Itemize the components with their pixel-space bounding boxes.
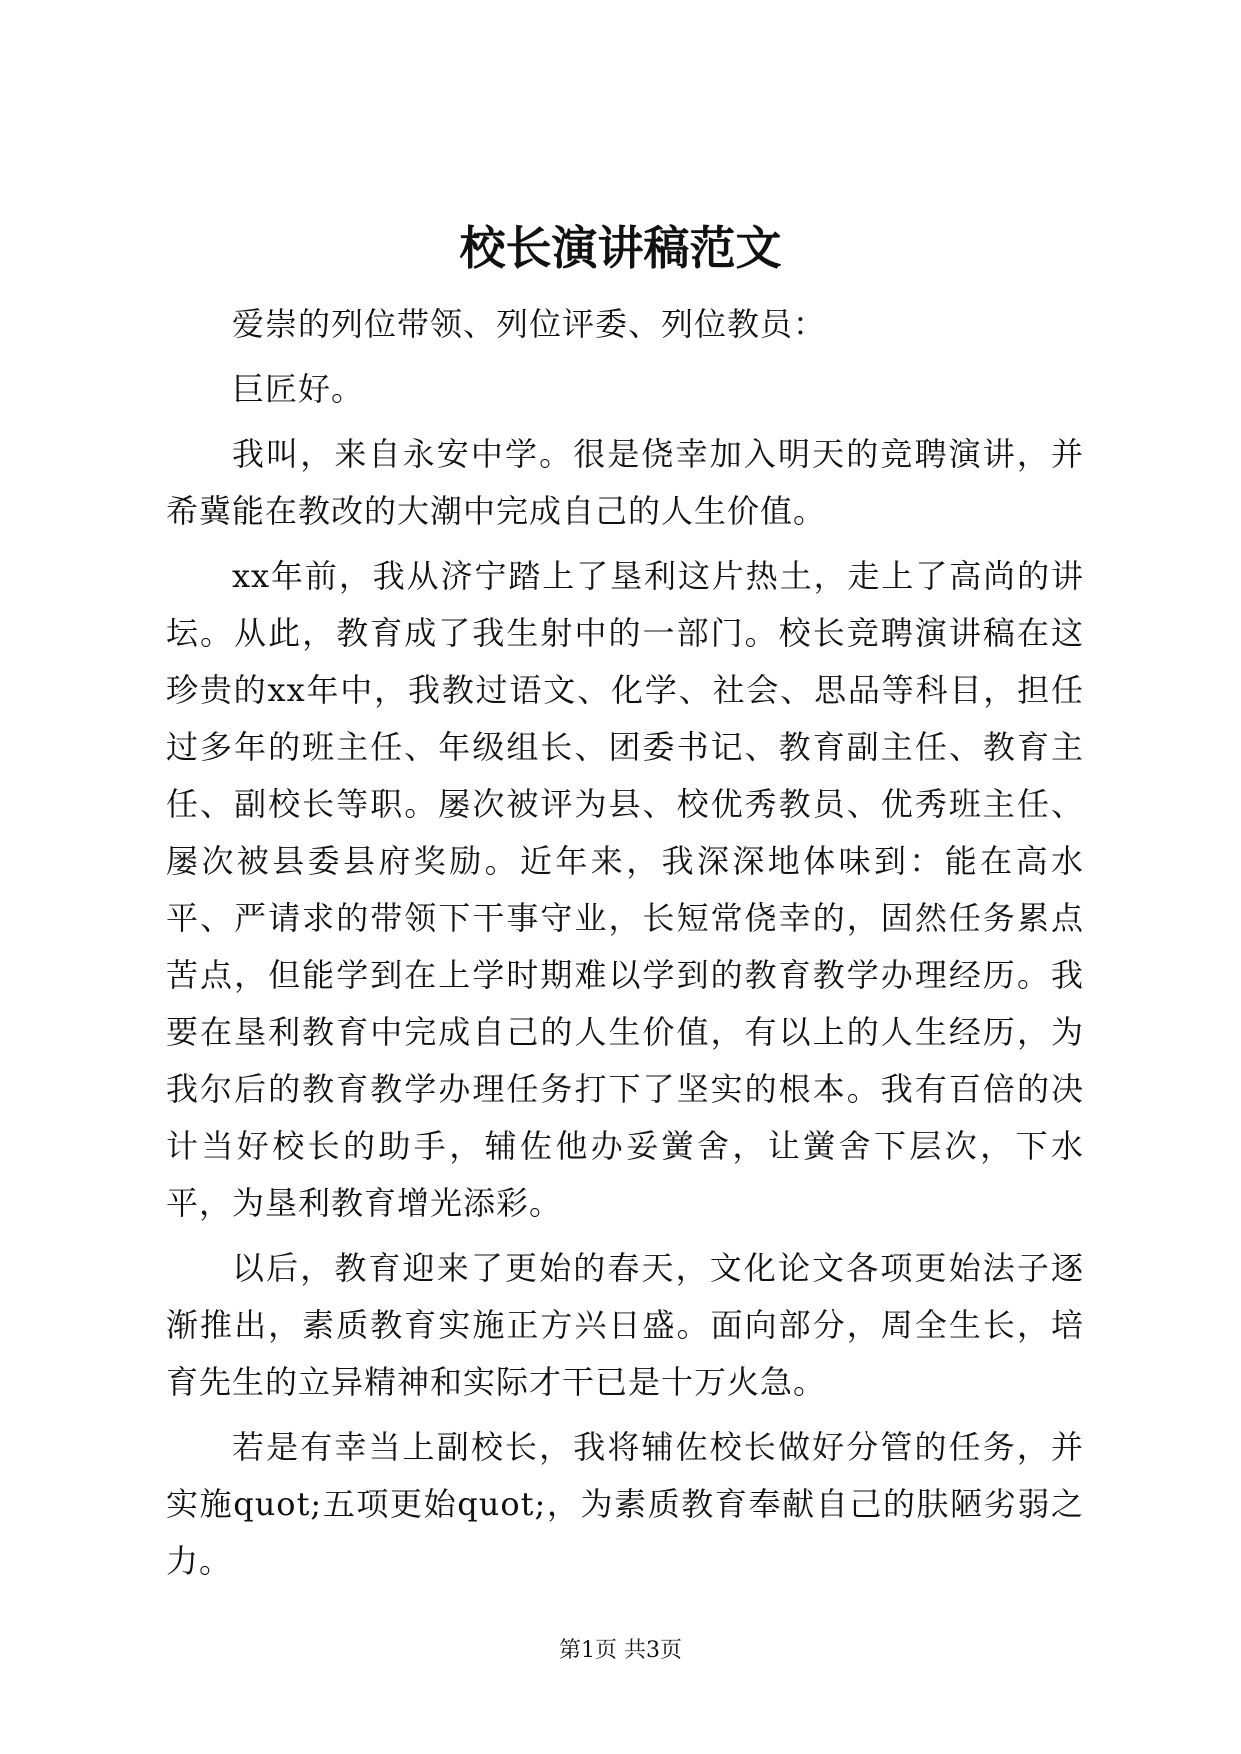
body-paragraph: xx年前，我从济宁踏上了垦利这片热土，走上了高尚的讲坛。从此，教育成了我生射中的一部门。校长竞聘演讲稿在这珍贵的xx年中，我教过语文、化学、社会、思品等科目，担任过多年的班主任、年级组长、团委书记、教育副主任、教育主任、副校长等职。屡次被评为县、校优秀教员、优秀班主任、屡次被县委县府奖励。近年来，我深深地体味到：能在高水平、严请求的带领下干事守业，长短常侥幸的，固然任务累点苦点，但能学到在上学时期难以学到的教育教学办理经历。我要在垦利教育中完成自己的人生价值，有以上的人生经历，为我尔后的教育教学办理任务打下了坚实的根本。我有百倍的决计当好校长的助手，辅佐他办妥黉舍，让黉舍下层次，下水平，为垦利教育增光添彩。 [166, 557, 1084, 1222]
document-body [166, 296, 1084, 1590]
body-paragraph: 若是有幸当上副校长，我将辅佐校长做好分管的任务，并实施quot;五项更始quot;，为素质教育奉献自己的肤陋劣弱之力。 [166, 1428, 1084, 1580]
page-number-footer: 第1页 共3页 [559, 1638, 682, 1663]
document-title: 校长演讲稿范文 [459, 221, 782, 275]
salutation-paragraph: 爱崇的列位带领、列位评委、列位教员： [232, 305, 827, 343]
body-paragraph: 以后，教育迎来了更始的春天，文化论文各项更始法子逐渐推出，素质教育实施正方兴日盛。面向部分，周全生长，培育先生的立异精神和实际才干已是十万火急。 [166, 1249, 1084, 1401]
greeting-paragraph: 巨匠好。 [232, 370, 365, 408]
body-paragraph: 我叫，来自永安中学。很是侥幸加入明天的竞聘演讲，并希冀能在教改的大潮中完成自己的人生价值。 [166, 435, 1084, 530]
